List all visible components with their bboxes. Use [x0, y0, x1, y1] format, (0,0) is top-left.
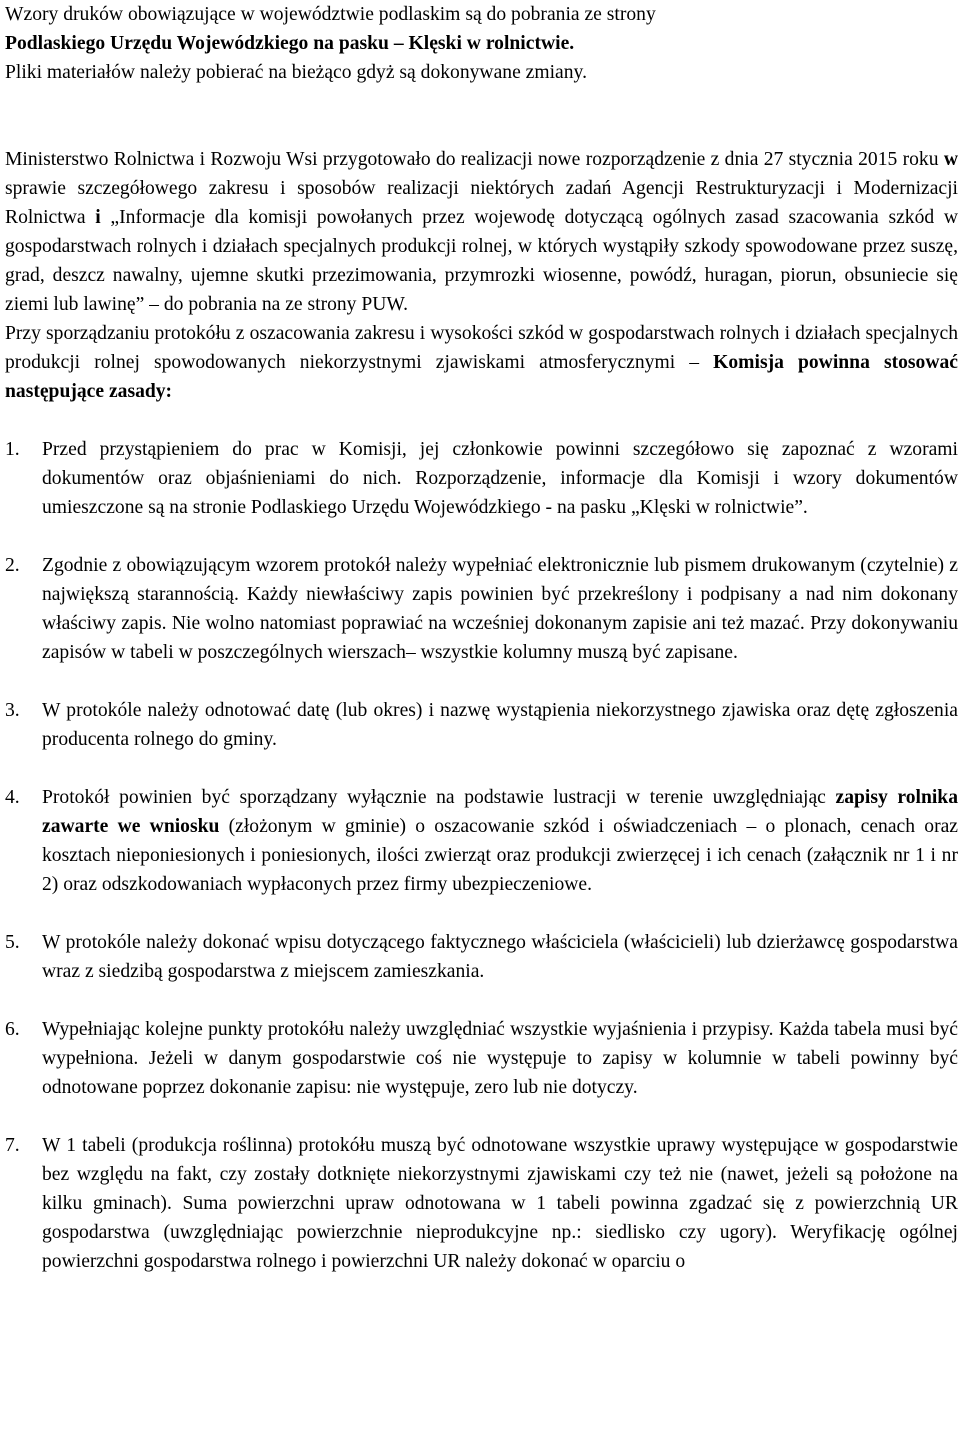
- rule-number: 5.: [5, 932, 20, 953]
- para1-text-3: „Informacje dla komisji powołanych przez wojewodę dotyczącą ogólnych zasad szacowania szkód w gospodarstwach rolnych i działach specjalnych produkcji rolnej, w których wystąpiły szkody spowodowane przez suszę, grad, deszcz nawalny, ujemne skutki przezimowania, przymrozki wiosenne, powódź, huragan, piorun, obsuniecie się ziemi lub lawinę” – do pobrania na ze strony PUW.: [5, 207, 959, 315]
- intro-line-3: Pliki materiałów należy pobierać na bieżąco gdyż są dokonywane zmiany.: [5, 62, 587, 83]
- rule-number: 1.: [5, 439, 20, 460]
- intro-bold-link-text: Podlaskiego Urzędu Wojewódzkiego na pasku – Klęski w rolnictwie.: [5, 33, 575, 54]
- rule-item-3: [5, 696, 958, 754]
- rule-item-6: [5, 1015, 958, 1102]
- para1-text-2: sprawie szczegółowego zakresu i sposobów realizacji niektórych zadań Agencji Restrukturyzacji i Modernizacji Rolnictwa: [5, 178, 958, 228]
- rule-text: [42, 928, 958, 986]
- rule-number: 7.: [5, 1135, 20, 1156]
- rule-number: 3.: [5, 700, 20, 721]
- spacer: [5, 87, 958, 145]
- rule-number: 6.: [5, 1019, 20, 1040]
- rule-text-part: Zgodnie z obowiązującym wzorem protokół należy wypełniać elektronicznie lub pismem drukowanym (czytelnie) z największą starannością. Każdy niewłaściwy zapis powinien być przekreślony i podpisany a nad nim dokonany właściwy zapis. Nie wolno natomiast poprawiać na wcześniej dokonanym zapisie ani też mazać. Przy dokonywaniu zapisów w tabeli w poszczególnych wierszach– wszystkie kolumny muszą być zapisane.: [42, 555, 958, 663]
- rule-text-part: Przed przystąpieniem do prac w Komisji, jej członkowie powinni szczegółowo się zapoznać z wzorami dokumentów oraz objaśnieniami do nich. Rozporządzenie, informacje dla Komisji i wzory dokumentów umieszczone są na stronie Podlaskiego Urzędu Wojewódzkiego - na pasku „Klęski w rolnictwie”.: [42, 439, 958, 518]
- intro-line-1: Wzory druków obowiązujące w województwie podlaskim są do pobrania ze strony: [5, 4, 656, 25]
- rule-item-4: [5, 783, 958, 899]
- para2-bold-1: Komisja powinna stosować następujące zasady:: [5, 352, 958, 402]
- rule-number: 4.: [5, 787, 20, 808]
- rule-text: [42, 551, 958, 667]
- para2-text-1: Przy sporządzaniu protokółu z oszacowania zakresu i wysokości szkód w gospodarstwach rolnych i działach specjalnych produkcji rolnej spowodowanych niekorzystnymi zjawiskami atmosferycznymi –: [5, 323, 958, 373]
- para1-text-1: Ministerstwo Rolnictwa i Rozwoju Wsi przygotowało do realizacji nowe rozporządzenie z dnia 27 stycznia 2015 roku: [5, 149, 944, 170]
- paragraph-protocol-rules: [5, 319, 958, 406]
- rule-item-2: [5, 551, 958, 667]
- rule-bold-part: zapisy rolnika zawarte we wniosku: [42, 787, 958, 837]
- rule-text-part: W protokóle należy dokonać wpisu dotyczącego faktycznego właściciela (właścicieli) lub dzierżawcę gospodarstwa wraz z siedzibą gospodarstwa z miejscem zamieszkania.: [42, 932, 958, 982]
- rule-item-5: [5, 928, 958, 986]
- paragraph-regulation: [5, 145, 958, 319]
- rule-text: [42, 435, 958, 522]
- rule-text-part: (złożonym w gminie) o oszacowanie szkód i oświadczeniach – o plonach, cenach oraz kosztach nieponiesionych i poniesionych, ilości zwierząt oraz produkcji zwierzęcej i ich cenach (załącznik nr 1 i nr 2) oraz odszkodowaniach wypłaconych przez firmy ubezpieczeniowe.: [42, 816, 958, 895]
- rule-text: [42, 1015, 958, 1102]
- rule-item-1: [5, 435, 958, 522]
- para1-bold-2: i: [95, 207, 101, 228]
- rule-text: [42, 696, 958, 754]
- rule-item-7: [5, 1131, 958, 1276]
- rule-text-part: Protokół powinien być sporządzany wyłącznie na podstawie lustracji w terenie uwzględniając: [42, 787, 836, 808]
- rule-text: [42, 1131, 958, 1276]
- rule-text-part: W protokóle należy odnotować datę (lub okres) i nazwę wystąpienia niekorzystnego zjawiska oraz dętę zgłoszenia producenta rolnego do gminy.: [42, 700, 958, 750]
- rules-list: [5, 435, 958, 1276]
- para1-bold-1: w: [943, 149, 958, 170]
- rule-text-part: Wypełniając kolejne punkty protokółu należy uwzględniać wszystkie wyjaśnienia i przypisy. Każda tabela musi być wypełniona. Jeżeli w danym gospodarstwie coś nie występuje to zapisy w kolumnie w tabeli powinny być odnotowane poprzez dokonanie zapisu: nie występuje, zero lub nie dotyczy.: [42, 1019, 958, 1098]
- intro-block: [5, 0, 958, 87]
- rule-number: 2.: [5, 555, 20, 576]
- rule-text: [42, 783, 958, 899]
- intro-line-2: [5, 29, 958, 58]
- rule-text-part: W 1 tabeli (produkcja roślinna) protokółu muszą być odnotowane wszystkie uprawy występujące w gospodarstwie bez względu na fakt, czy zostały dotknięte niekorzystnymi zjawiskami czy też nie (nawet, jeżeli są położone na kilku gminach). Suma powierzchni upraw odnotowana w 1 tabeli powinna zgadzać się z powierzchnią UR gospodarstwa (uwzględniając powierzchnie nieprodukcyjne np.: siedlisko czy ugory). Weryfikację ogólnej powierzchni gospodarstwa rolnego i powierzchni UR należy dokonać w oparciu o: [42, 1135, 958, 1272]
